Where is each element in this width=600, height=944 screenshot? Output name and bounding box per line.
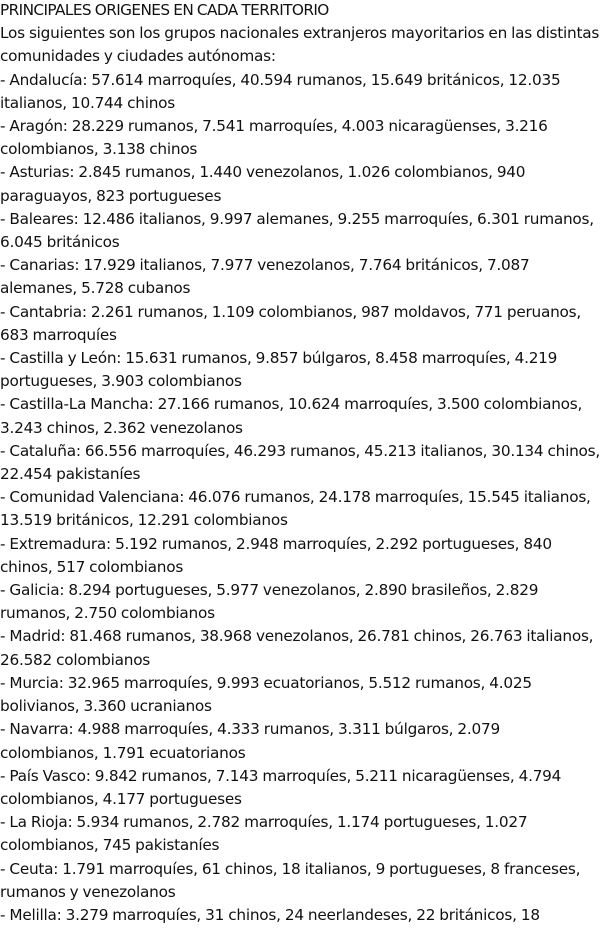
list-item: - Canarias: 17.929 italianos, 7.977 venezolanos, 7.764 británicos, 7.087 alemanes, 5.728 cubanos [0, 256, 530, 298]
list-item: - Extremadura: 5.192 rumanos, 2.948 marroquíes, 2.292 portugueses, 840 chinos, 517 colombianos [0, 534, 552, 576]
intro-paragraph: Los siguientes son los grupos nacionales extranjeros mayoritarios en las distintas comunidades y ciudades autónomas: [0, 24, 600, 66]
list-item: - Comunidad Valenciana: 46.076 rumanos, 24.178 marroquíes, 15.545 italianos, 13.519 británicos, 12.291 colombianos [0, 488, 591, 530]
list-item: - País Vasco: 9.842 rumanos, 7.143 marroquíes, 5.211 nicaragüenses, 4.794 colombianos, 4.177 portugueses [0, 766, 562, 808]
list-item: - La Rioja: 5.934 rumanos, 2.782 marroquíes, 1.174 portugueses, 1.027 colombianos, 745 pakistaníes [0, 813, 528, 855]
list-item: - Madrid: 81.468 rumanos, 38.968 venezolanos, 26.781 chinos, 26.763 italianos, 26.582 colombianos [0, 627, 594, 669]
list-item: - Navarra: 4.988 marroquíes, 4.333 rumanos, 3.311 búlgaros, 2.079 colombianos, 1.791 ecuatorianos [0, 720, 500, 762]
document-title: PRINCIPALES ORIGENES EN CADA TERRITORIO [0, 1, 329, 19]
list-item: - Melilla: 3.279 marroquíes, 31 chinos, 24 neerlandeses, 22 británicos, 18 [0, 905, 540, 924]
list-item: - Castilla-La Mancha: 27.166 rumanos, 10.624 marroquíes, 3.500 colombianos, 3.243 chinos, 2.362 venezolanos [0, 395, 583, 437]
list-item: - Cantabria: 2.261 rumanos, 1.109 colombianos, 987 moldavos, 771 peruanos, 683 marroquíes [0, 302, 582, 344]
list-item: - Andalucía: 57.614 marroquíes, 40.594 rumanos, 15.649 británicos, 12.035 italianos, 10.744 chinos [0, 70, 561, 112]
list-item: - Cataluña: 66.556 marroquíes, 46.293 rumanos, 45.213 italianos, 30.134 chinos, 22.454 pakistaníes [0, 441, 600, 484]
list-item: - Castilla y León: 15.631 rumanos, 9.857 búlgaros, 8.458 marroquíes, 4.219 portugueses, 3.903 colombianos [0, 349, 558, 391]
list-item: - Ceuta: 1.791 marroquíes, 61 chinos, 18 italianos, 9 portugueses, 8 franceses, rumanos y venezolanos [0, 859, 581, 901]
list-item: - Murcia: 32.965 marroquíes, 9.993 ecuatorianos, 5.512 rumanos, 4.025 bolivianos, 3.360 ucranianos [0, 673, 532, 716]
list-item: - Asturias: 2.845 rumanos, 1.440 venezolanos, 1.026 colombianos, 940 paraguayos, 823 portugueses [0, 163, 526, 205]
list-item: - Aragón: 28.229 rumanos, 7.541 marroquíes, 4.003 nicaragüenses, 3.216 colombianos, 3.138 chinos [0, 117, 548, 159]
list-item: - Baleares: 12.486 italianos, 9.997 alemanes, 9.255 marroquíes, 6.301 rumanos, 6.045 británicos [0, 209, 594, 252]
list-item: - Galicia: 8.294 portugueses, 5.977 venezolanos, 2.890 brasileños, 2.829 rumanos, 2.750 colombianos [0, 581, 539, 623]
